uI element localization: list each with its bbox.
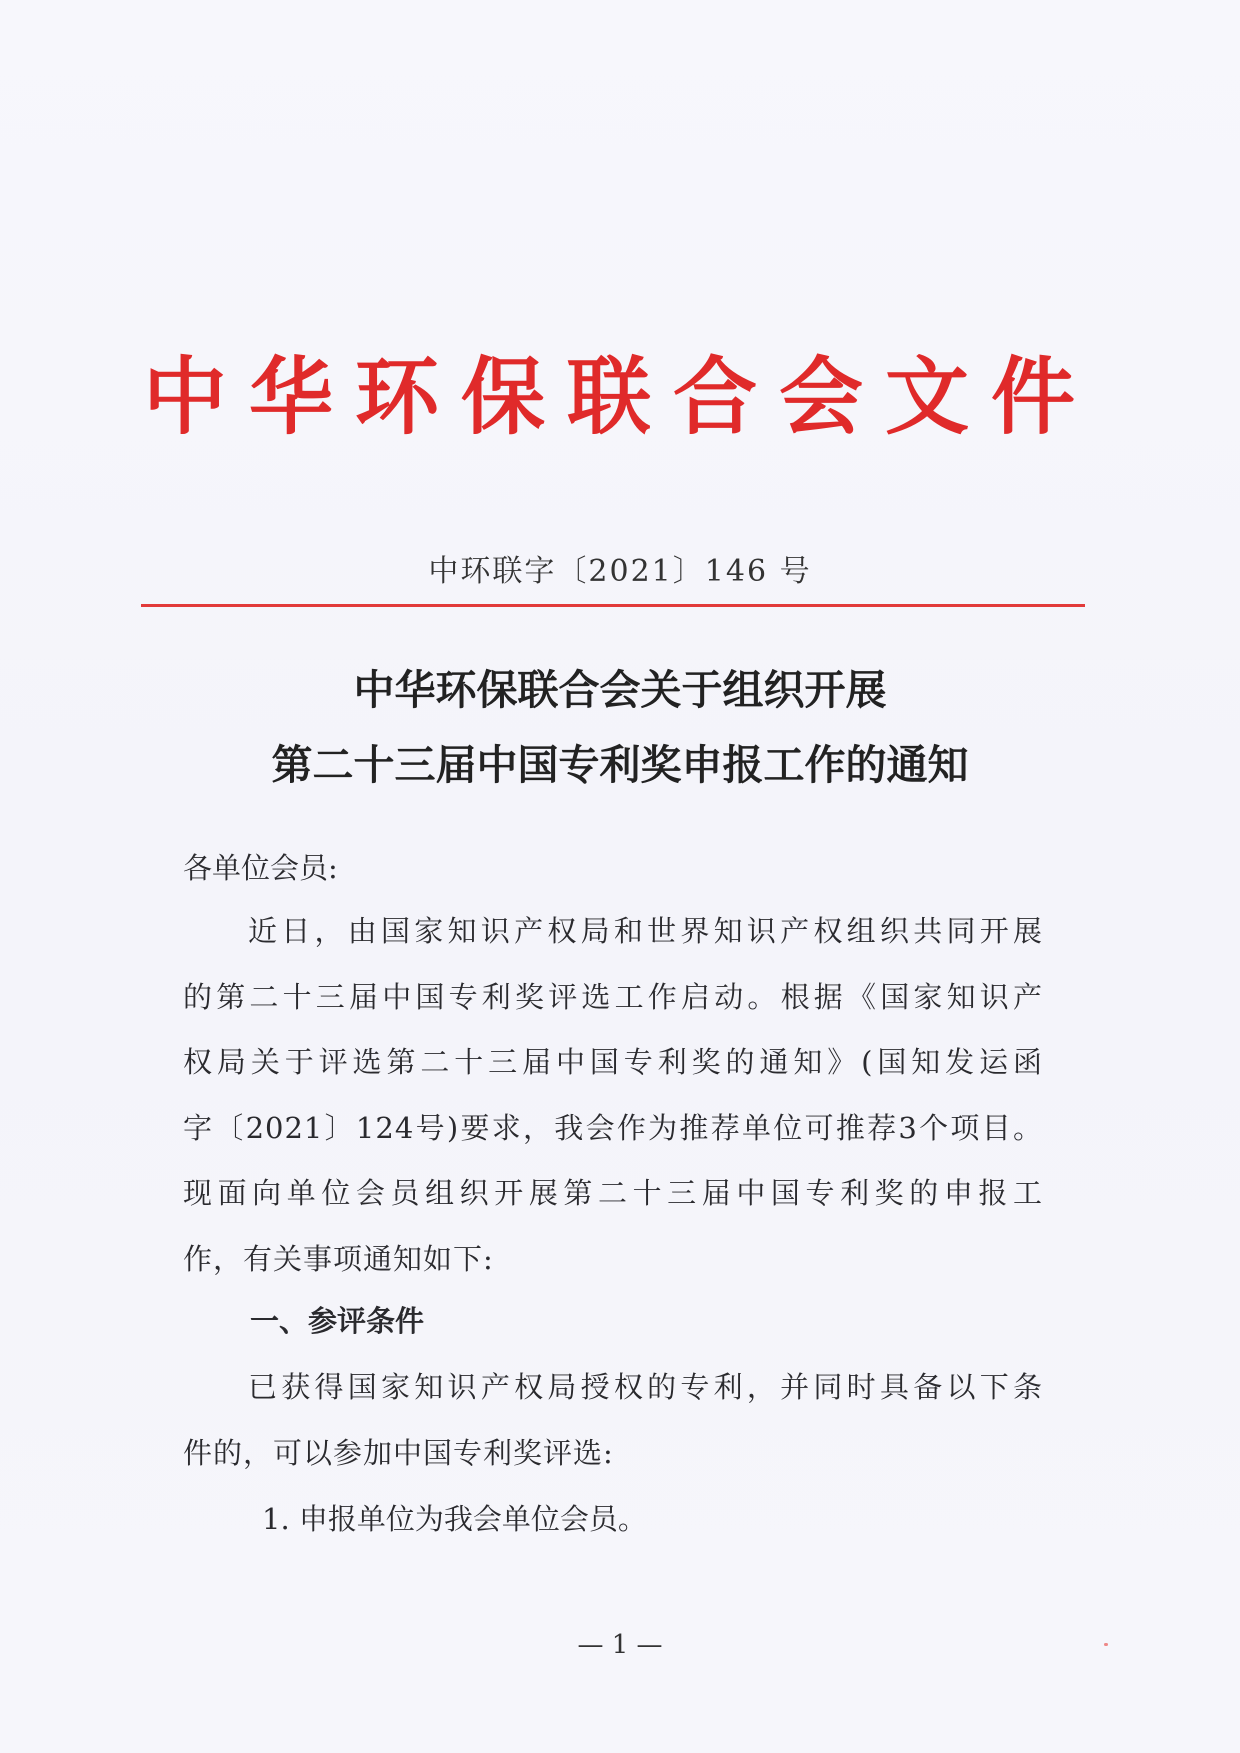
list-item: 1. 申报单位为我会单位会员。: [262, 1502, 647, 1536]
notice-title-line-1: 中华环保联合会关于组织开展: [353, 666, 887, 714]
scan-speck: [1104, 1643, 1108, 1646]
paragraph-line: 现面向单位会员组织开展第二十三届中国专利奖的申报工: [183, 1176, 1043, 1210]
document-number: 中环联字〔2021〕146 号: [428, 554, 812, 589]
paragraph-line: 的第二十三届中国专利奖评选工作启动。根据《国家知识产: [183, 979, 1043, 1014]
paragraph-line: 字〔2021〕124号)要求，我会作为推荐单位可推荐3个项目。: [183, 1110, 1043, 1145]
paragraph-line: 权局关于评选第二十三届中国专利奖的通知》(国知发运函: [183, 1045, 1043, 1079]
paragraph-line: 作，有关事项通知如下:: [183, 1241, 494, 1276]
paragraph-line: 已获得国家知识产权局授权的专利，并同时具备以下条: [248, 1370, 1043, 1404]
paragraph-line: 件的，可以参加中国专利奖评选:: [183, 1435, 614, 1470]
paragraph-line: 近日，由国家知识产权局和世界知识产权组织共同开展: [248, 914, 1043, 948]
header-title: 中华环保联合会文件: [142, 347, 1097, 446]
paragraph-intro: [183, 914, 1043, 1310]
page-number: — 1 —: [577, 1630, 663, 1660]
salutation: 各单位会员:: [183, 851, 338, 885]
notice-title-line-2: 第二十三届中国专利奖申报工作的通知: [271, 741, 969, 789]
header-divider: [141, 604, 1085, 607]
paragraph-conditions: [183, 1370, 1043, 1504]
section-heading: 一、参评条件: [250, 1304, 425, 1338]
